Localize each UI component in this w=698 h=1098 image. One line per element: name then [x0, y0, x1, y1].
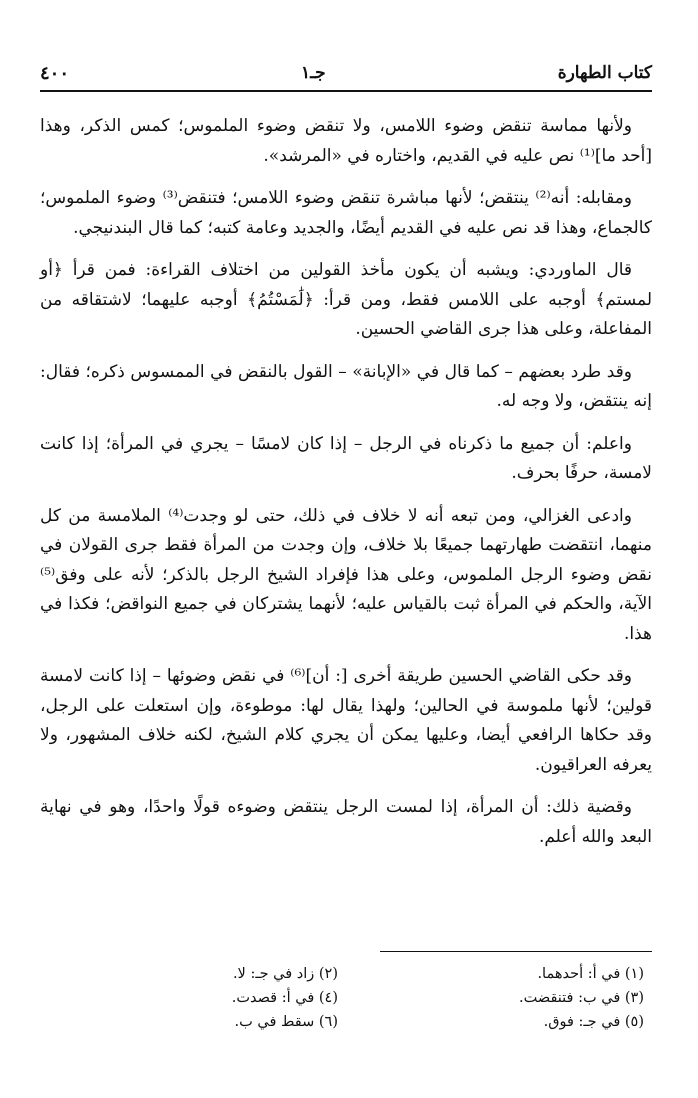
footnote: (٦) سقط في ب.: [234, 1014, 338, 1030]
page-number: ٤٠٠: [40, 62, 70, 84]
main-text: [40, 112, 652, 865]
paragraph: وقضية ذلك: أن المرأة، إذا لمست الرجل ينتقض وضوءه قولًا واحدًا، وهو في نهاية البعد والله أعلم.: [40, 797, 652, 847]
footnote: (٢) زاد في جـ: لا.: [232, 966, 338, 982]
volume-label: جـ١: [301, 63, 326, 83]
book-title: كتاب الطهارة: [557, 63, 652, 83]
paragraph: وقد حكى القاضي الحسين طريقة أخرى [: أن]⁽⁶⁾ في نقض وضوئها – إذا كانت لامسة قولين؛ لأنها ملموسة في الحالين؛ ولهذا يقال لها: موطوءة، وإن استعلت على الرجل، وقد حكاها الرافعي أيضا، وعليها يمكن أن يجري كلام الشيخ، لكنه خلاف المشهور، ولا يعرفه العراقيون.: [40, 666, 652, 775]
footnote: (٥) في جـ: فوق.: [543, 1014, 644, 1030]
paragraph: وادعى الغزالي، ومن تبعه أنه لا خلاف في ذلك، حتى لو وجدت⁽⁴⁾ الملامسة من كل منهما، انتقضت طهارتهما جميعًا بلا خلاف، وإن وجدت من المرأة فقط جرى القولان في نقض وضوء الرجل الملموس، وعلى هذا فإفراد الشيخ الرجل بالذكر؛ لأنه على وفق⁽⁵⁾ الآية، والحكم في المرأة ثبت بالقياس عليه؛ لأنهما يشتركان في جميع النواقض؛ فكذا في هذا.: [40, 505, 652, 644]
page-header: [40, 58, 652, 88]
paragraph: واعلم: أن جميع ما ذكرناه في الرجل – إذا كان لامسًا – يجري في المرأة؛ إذا كانت لامسة، حرفًا بحرف.: [40, 433, 652, 483]
footnotes: [40, 963, 652, 1033]
footnote: (١) في أ: أحدهما.: [537, 966, 644, 982]
paragraph: قال الماوردي: ويشبه أن يكون مأخذ القولين من اختلاف القراءة: فمن قرأ ﴿أو لمستم﴾ أوجبه على اللامس فقط، ومن قرأ: ﴿لَٰمَسْتُمُ﴾ أوجبه عليهما؛ لاشتقاقه من المفاعلة، وعلى هذا جرى القاضي الحسين.: [40, 260, 652, 339]
paragraph: وقد طرد بعضهم – كما قال في «الإبانة» – القول بالنقض في الممسوس ذكره؛ فقال: إنه ينتقض، ولا وجه له.: [40, 361, 652, 411]
footnote: (٤) في أ: قصدت.: [231, 990, 338, 1006]
header-rule: [40, 90, 652, 92]
footnote: (٣) في ب: فتنقضت.: [519, 990, 644, 1006]
paragraph: ولأنها مماسة تنقض وضوء اللامس، ولا تنقض وضوء الملموس؛ كمس الذكر، وهذا [أحد ما]⁽¹⁾ نص عليه في القديم، واختاره في «المرشد».: [40, 116, 652, 166]
footnote-rule: [380, 951, 652, 952]
paragraph: ومقابله: أنه⁽²⁾ ينتقض؛ لأنها مباشرة تنقض وضوء اللامس؛ فتنقض⁽³⁾ وضوء الملموس؛ كالجماع، وهذا قد نص عليه في القديم أيضًا، والجديد وعامة كتبه؛ كما قال البندنيجي.: [40, 188, 652, 238]
